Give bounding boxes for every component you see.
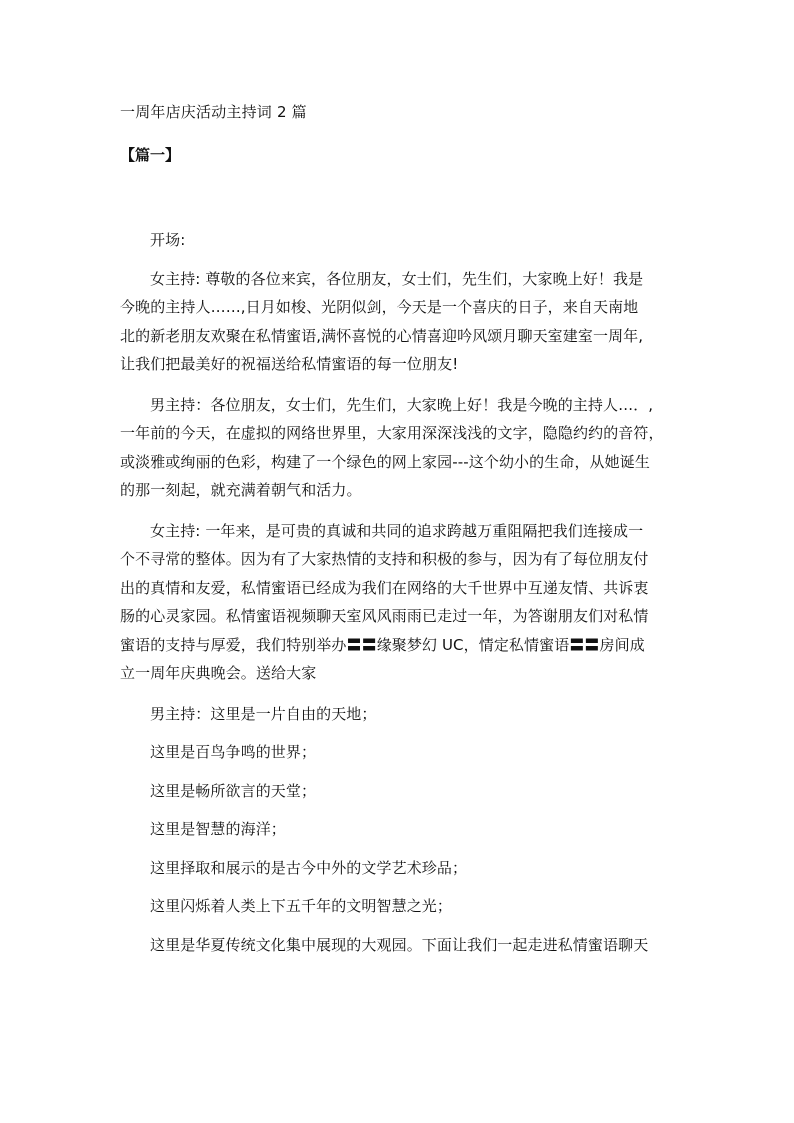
paragraph-statement [120,931,676,960]
paragraph-line: 个不寻常的整体。因为有了大家热情的支持和积极的参与，因为有了每位朋友付 [120,550,649,568]
paragraph-line: 北的新老朋友欢聚在私情蜜语,满怀喜悦的心情喜迎吟风颂月聊天室建室一周年, [120,326,644,345]
paragraph-opening [120,226,676,255]
paragraph-line: 开场: [150,231,186,249]
paragraph-line: 这里是智慧的海洋； [150,820,286,838]
paragraph-line: 男主持：这里是一片自由的天地； [150,704,377,723]
paragraph-statement [120,892,676,921]
paragraph-line: 这里是百鸟争鸣的世界； [150,743,317,761]
paragraph-line: 蜜语的支持与厚爱，我们特别举办〓〓缘聚梦幻 UC，情定私情蜜语〓〓房间成 [120,635,645,654]
paragraph-line: 的那一刻起，就充满着朝气和活力。 [120,481,362,499]
section-heading: 【篇一】 [120,146,181,164]
paragraph-line: 肠的心灵家园。私情蜜语视频聊天室风风雨雨已走过一年，为答谢朋友们对私情 [120,607,649,625]
paragraph-line: 出的真情和友爱，私情蜜语已经成为我们在网络的大千世界中互递友情、共诉衷 [120,578,649,597]
paragraph-line: 女主持: 一年来，是可贵的真诚和共同的追求跨越万重阻隔把我们连接成一 [150,521,644,540]
paragraph-line: 让我们把最美好的祝福送给私情蜜语的每一位朋友! [120,355,459,373]
paragraph-statement [120,777,676,806]
paragraph-female-host-1 [120,265,676,379]
paragraph-male-host-1 [120,391,676,505]
paragraph-line: 这里是华夏传统文化集中展现的大观园。下面让我们一起走进私情蜜语聊天 [150,935,649,954]
paragraph-line: 这里是畅所欲言的天堂； [150,781,317,800]
paragraph-line: 男主持：各位朋友，女士们，先生们，大家晚上好！我是今晚的主持人…．, [150,395,654,414]
paragraph-statement [120,738,676,767]
paragraph-line: 一年前的今天，在虚拟的网络世界里，大家用深深浅浅的文字，隐隐约约的音符， [120,424,664,442]
document-body [120,226,676,969]
paragraph-line: 今晚的主持人……,日月如梭、光阴似剑，今天是一个喜庆的日子，来自天南地 [120,298,639,316]
paragraph-line: 立一周年庆典晚会。送给大家 [120,664,317,682]
paragraph-female-host-2 [120,517,676,688]
paragraph-statement [120,854,676,883]
paragraph-line: 或淡雅或绚丽的色彩，构建了一个绿色的网上家园---这个幼小的生命，从她诞生 [120,452,650,471]
paragraph-statement [120,815,676,844]
paragraph-line: 女主持: 尊敬的各位来宾，各位朋友，女士们，先生们，大家晚上好！我是 [150,269,644,288]
paragraph-line: 这里择取和展示的是古今中外的文学艺术珍品； [150,858,468,877]
paragraph-line: 这里闪烁着人类上下五千年的文明智慧之光； [150,897,453,915]
paragraph-male-host-2 [120,700,676,729]
document-title: 一周年店庆活动主持词 2 篇 [120,103,307,121]
